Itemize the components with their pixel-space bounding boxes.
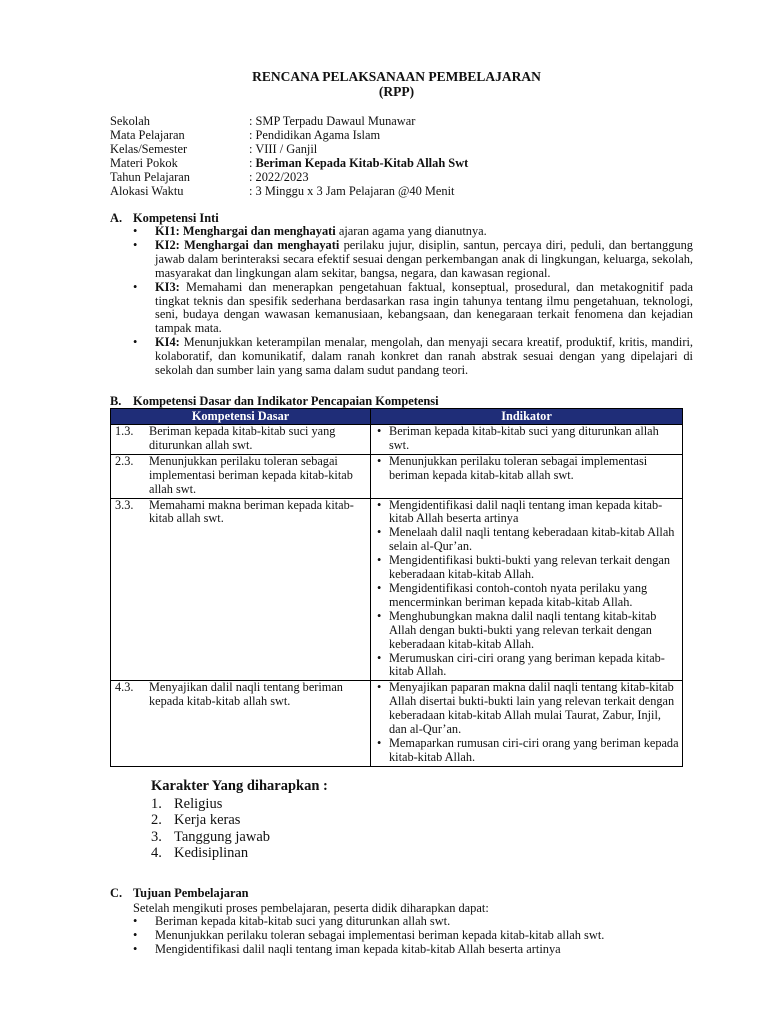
list-item: • KI3: Memahami dan menerapkan pengetahuan faktual, konseptual, prosedural, dan metakognitif pada tingkat teknis dan spesifik sederhana berdasarkan rasa ingin tahunya tentang ilmu pengetahuan, teknologi, seni, budaya dengan wawasan kemanusiaan, kebangsaan, dan kenegaraan terkait fenomena dan kejadian tampak mata.: [133, 279, 693, 336]
karakter-block: [151, 778, 328, 862]
indikator-item: • Menghubungkan makna dalil naqli tentang kitab-kitab Allah dengan bukti-bukti yang relevan terkait dengan keberadaan kitab-kitab Allah.: [377, 608, 657, 651]
table-row: 2.3. Menunjukkan perilaku toleran sebagai implementasi beriman kepada kitab-kitab allah swt. • Menunjukkan perilaku toleran sebagai implementasi beriman kepada kitab-kitab allah swt.: [111, 454, 683, 498]
list-item: 4. Kedisiplinan: [151, 845, 249, 861]
indikator-item: • Menunjukkan perilaku toleran sebagai implementasi beriman kepada kitab-kitab allah swt.: [377, 453, 648, 482]
indikator-item: • Mengidentifikasi contoh-contoh nyata perilaku yang mencerminkan beriman kepada kitab-kitab Allah.: [377, 580, 648, 609]
section-c-heading: C. Tujuan Pembelajaran: [110, 886, 249, 900]
list-item: • KI1: Menghargai dan menghayati ajaran agama yang dianutnya.: [133, 224, 487, 238]
table-header-indikator: Indikator: [371, 409, 683, 425]
tujuan-intro: Setelah mengikuti proses pembelajaran, peserta didik diharapkan dapat:: [133, 901, 489, 915]
list-item: • Beriman kepada kitab-kitab suci yang diturunkan allah swt.: [133, 914, 451, 928]
identity-block: [110, 114, 683, 198]
info-row: Tahun Pelajaran : 2022/2023: [110, 170, 309, 184]
indikator-item: • Mengidentifikasi bukti-bukti yang relevan terkait dengan keberadaan kitab-kitab Allah.: [377, 553, 671, 582]
indikator-item: • Memaparkan rumusan ciri-ciri orang yang beriman kepada kitab-kitab Allah.: [377, 735, 679, 764]
karakter-title: Karakter Yang diharapkan :: [151, 778, 328, 794]
indikator-item: • Mengidentifikasi dalil naqli tentang iman kepada kitab-kitab Allah beserta artinya: [377, 497, 663, 526]
info-row: Alokasi Waktu : 3 Minggu x 3 Jam Pelajaran @40 Menit: [110, 184, 455, 198]
indikator-item: • Beriman kepada kitab-kitab suci yang diturunkan allah swt.: [377, 424, 659, 452]
list-item: 2. Kerja keras: [151, 812, 241, 828]
indikator-item: • Merumuskan ciri-ciri orang yang beriman kepada kitab-kitab Allah.: [377, 650, 665, 679]
tujuan-list: [133, 915, 693, 957]
info-row: Sekolah : SMP Terpadu Dawaul Munawar: [110, 114, 416, 128]
list-item: • Menunjukkan perilaku toleran sebagai implementasi beriman kepada kitab-kitab allah swt.: [133, 927, 605, 942]
section-b-heading: B. Kompetensi Dasar dan Indikator Pencapaian Kompetensi: [110, 394, 439, 408]
info-row: Kelas/Semester : VIII / Ganjil: [110, 142, 318, 156]
list-item: 3. Tanggung jawab: [151, 828, 271, 845]
list-item: • KI4: Menunjukkan keterampilan menalar, mengolah, dan menyaji secara kreatif, produktif, kritis, mandiri, kolaboratif, dan komunikatif, dalam ranah konkret dan ranah abstrak sesuai dengan yang dipelajari di sekolah dan sumber lain yang sama dalam sudut pandang teori.: [133, 335, 693, 378]
table-row: 4.3. Menyajikan dalil naqli tentang beriman kepada kitab-kitab allah swt. • Menyajikan paparan makna dalil naqli tentang kitab-kitab Allah disertai bukti-bukti lain yang relevan terkait dengan keberadaan kitab-kitab Allah mulai Taurat, Zabur, Injil, dan al-Qur’an. • Memaparkan rumusan ciri-ciri orang yang beriman kepada kitab-kitab Allah.: [111, 681, 683, 766]
info-row: Mata Pelajaran : Pendidikan Agama Islam: [110, 128, 381, 142]
table-row: 1.3. Beriman kepada kitab-kitab suci yang diturunkan allah swt. • Beriman kepada kitab-kitab suci yang diturunkan allah swt.: [111, 425, 683, 455]
indikator-item: • Menelaah dalil naqli tentang keberadaan kitab-kitab Allah selain al-Qur’an.: [377, 525, 675, 554]
list-item: • Mengidentifikasi dalil naqli tentang iman kepada kitab-kitab Allah beserta artinya: [133, 941, 561, 956]
table-row: 3.3. Memahami makna beriman kepada kitab-kitab allah swt. • Mengidentifikasi dalil naqli tentang iman kepada kitab-kitab Allah beserta artinya • Menelaah dalil naqli tentang keberadaan kitab-kitab Allah selain al-Qur’an. • Mengidentifikasi bukti-bukti yang relevan terkait dengan keberadaan kitab-kitab Allah. • Mengidentifikasi contoh-contoh nyata perilaku yang mencerminkan beriman kepada kitab-kitab Allah. • Menghubungkan makna dalil naqli tentang kitab-kitab Allah dengan bukti-bukti yang relevan terkait dengan keberadaan kitab-kitab Allah. • Merumuskan ciri-ciri orang yang beriman kepada kitab-kitab Allah.: [111, 498, 683, 681]
kompetensi-table: [110, 408, 683, 767]
list-item: 1. Religius: [151, 795, 223, 812]
indikator-item: • Menyajikan paparan makna dalil naqli tentang kitab-kitab Allah disertai bukti-bukti lain yang relevan terkait dengan keberadaan kitab-kitab Allah mulai Taurat, Zabur, Injil, dan al-Qur’an.: [377, 680, 675, 737]
kompetensi-inti-list: [133, 225, 693, 378]
document-title: RENCANA PELAKSANAAN PEMBELAJARAN (RPP): [252, 69, 541, 99]
list-item: • KI2: Menghargai dan menghayati perilaku jujur, disiplin, santun, percaya diri, peduli, dan bertanggung jawab dalam berinteraksi secara efektif sesuai dengan perkembangan anak di lingkungan, keluarga, sekolah, masyarakat dan lingkungan alam sekitar, bangsa, negara, dan kawasan regional.: [133, 237, 693, 280]
info-row: Materi Pokok : Beriman Kepada Kitab-Kitab Allah Swt: [110, 156, 469, 170]
table-header-kd: Kompetensi Dasar: [111, 409, 371, 425]
section-a-heading: A. Kompetensi Inti: [110, 211, 219, 225]
